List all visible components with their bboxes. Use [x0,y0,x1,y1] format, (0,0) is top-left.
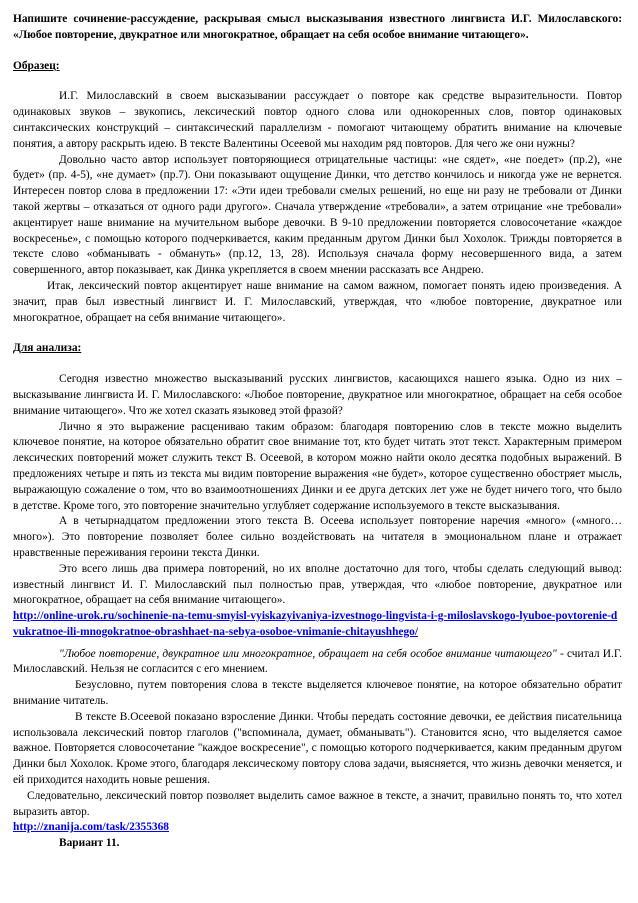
analysis-paragraph-3: А в четырнадцатом предложении этого текста В. Осеева использует повторение наречия «много» («много…много»). Это повторение позволяет более сильно воздействовать на читателя в эмоциональном плане и отражает нравственные переживания героини текста Динки. [13,515,622,559]
second-paragraph-2: В тексте В.Осеевой показано взросление Динки. Чтобы передать состояние девочки, ее действия писательница использовала лексический повтор глаголов ("вспоминала, думает, обманывать"). Становится ясно, что выделяется самое важное. Повторяется словосочетание "каждое воскресение", с помощью которого подчеркивается, каким преданным другом Динки был Хохолок. Кроме этого, благодаря лексическому повтору слова задачи, выясняется, что жизнь девочки меняется, и ей приходится находить новые решения. [13,710,622,787]
quote-text: "Любое повторение, двукратное или многократное, обращает на себя особое внимание читающего" [59,647,557,660]
second-quote-paragraph [13,647,622,679]
sample-paragraph-3: Итак, лексический повтор акцентирует наше внимание на самом важном, помогает понять идею произведения. А значит, прав был известный лингвист И. Г. Милославский, утверждая, что «любое повторение, двукратное или многократное, обращает на себя внимание читающего». [13,279,622,324]
sample-paragraph-1: И.Г. Милославский в своем высказывании рассуждает о повторе как средстве выразительности. Повтор одинаковых звуков – звукопись, лексический повтор одного слова или однокоренных слов, повтор одинаковых синтаксических конструкций – синтаксический параллелизм - помогают читающему обратить внимание на ключевые понятия, а автору раскрыть идею. В тексте Валентины Осеевой мы находим ряд повторов. Для чего же они нужны? [13,90,622,150]
second-paragraph-1: Безусловно, путем повторения слова в тексте выделяется ключевое понятие, на которое обязательно обратит внимание читатель. [13,679,622,708]
variant-label: Вариант 11. [59,837,120,850]
quote-tail: - считал И.Г. Милославский. Нельзя не согласится с его мнением. [13,647,622,676]
analysis-paragraph-4: Это всего лишь два примера повторений, но их вполне достаточно для того, чтобы сделать следующий вывод: известный лингвист И. Г. Милославский пыл полностью прав, утверждая, что «любое повторение, двукратное или многократное, обращает на себя внимание читающего». [13,562,622,607]
analysis-paragraph-2: Лично я это выражение расцениваю таким образом: благодаря повторению слов в тексте можно выделить ключевое понятие, на которое обязательно обратит свое внимание тот, кто будет читать этот текст. Характерным примером лексических повторений может служить текст В. Осеевой, в котором можно найти около десятка подобных выражений. В предложениях четыре и пять из текста мы видим повторение выражения «не будет», которое существенно обостряет мысль, выражающую сожаление о том, что во взаимоотношениях Динки и ее друга детских лет уже не будет ничего того, что было в детстве. Кроме того, это повторение значительно углубляет содержание используемого в тексте высказывания. [13,420,622,512]
task-statement: Напишите сочинение-рассуждение, раскрывая смысл высказывания известного лингвиста И.Г. Милославского: «Любое повторение, двукратное или многократное, обращает на себя особое внимание читающего». [13,13,622,41]
source-link-znanija[interactable]: http://znanija.com/task/2355368 [13,821,169,834]
second-paragraph-3: Следовательно, лексический повтор позволяет выделить самое важное в тексте, а значит, правильно понять то, что хотел выразить автор. [13,789,622,818]
source-link-online-urok[interactable]: http://online-urok.ru/sochinenie-na-temu-smyisl-vyiskazyivaniya-izvestnogo-lingvista-i-g-miloslavskogo-lyuboe-povtorenie-dvukratnoe-ili-mnogokratnoe-obrashhaet-na-sebya-osoboe-vnimanie-chitayushhego/ [13,610,618,638]
analysis-heading: Для анализа: [13,342,82,355]
sample-paragraph-2: Довольно часто автор использует повторяющиеся отрицательные частицы: «не сядет», «не поедет» (пр.2), «не будет» (пр. 4-5), «не думает» (пр.7). Они показывают ощущение Динки, что детство кончилось и никогда уже не вернется. Интересен повтор слова в предложении 17: «Эти идеи требовали смелых решений, но еще ни разу не требовали от Динки такой жертвы – отказаться от одного ради другого». Сначала утверждение «требовали», а затем отрицание «не требовали» акцентирует наше внимание на мучительном выборе девочки. В 9-10 предложении повторяется словосочетание «каждое воскресенье», с помощью которого подчеркивается, каким преданным другом Динки был Хохолок. Трижды повторяется в тексте слово «обманывать - обмануть» (пр.12, 13, 28). Используя сначала форму несовершенного вида, а затем совершенного, автор показывает, как Динка укрепляется в своем мнении рассказать все Андрею. [13,153,622,277]
analysis-paragraph-1: Сегодня известно множество высказываний русских лингвистов, касающихся нашего языка. Одно из них – высказывание лингвиста И. Г. Милославского: «Любое повторение, двукратное или многократное, обращает на себя особое внимание читающего». Что же хотел сказать языковед этой фразой? [13,373,622,417]
sample-heading: Образец: [13,59,60,72]
